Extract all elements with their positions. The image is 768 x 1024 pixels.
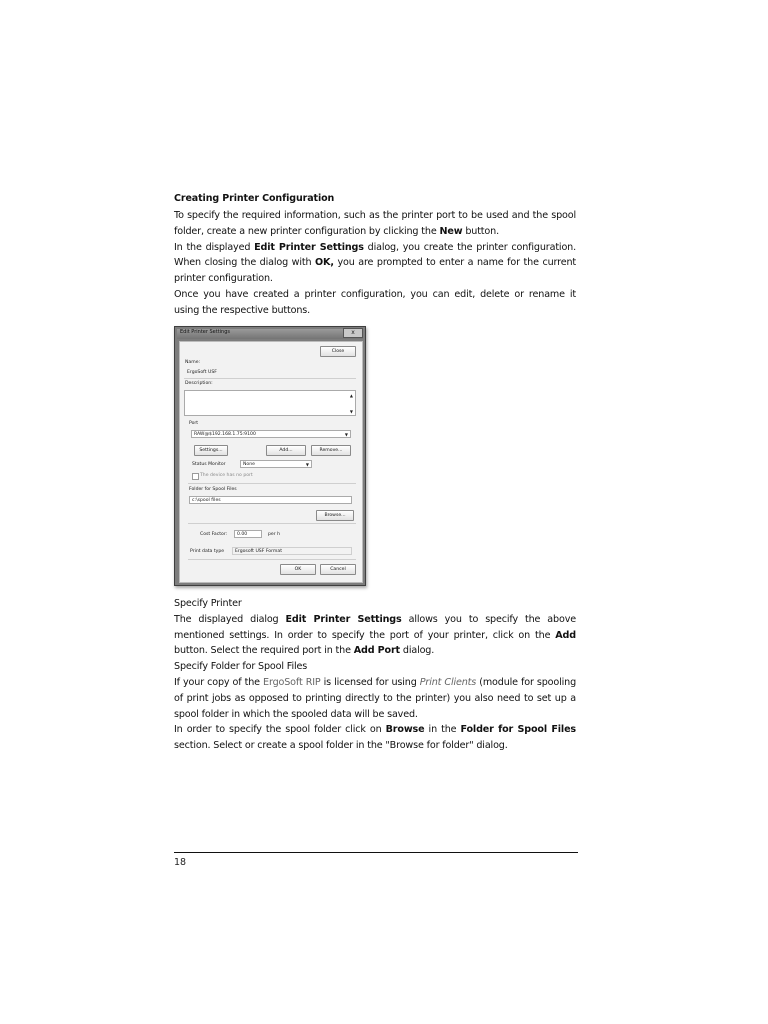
ok-button[interactable]: OK — [280, 564, 316, 575]
port-value: RAW@$192.168.1.75:9100 — [194, 432, 256, 437]
close-x-icon[interactable]: x — [343, 328, 363, 338]
dialog-body — [179, 341, 363, 583]
bold-add: Add — [555, 629, 576, 641]
print-clients-name: Print Clients — [419, 676, 477, 688]
page-number: 18 — [174, 857, 187, 868]
remove-button[interactable]: Remove... — [311, 445, 351, 456]
text-run: you are prompted to enter a name for the current printer configuration. — [174, 257, 576, 285]
text-run: If your copy of the — [174, 676, 264, 688]
no-port-checkbox[interactable] — [192, 473, 199, 480]
text-run: allows you to specify the above mentioned settings. In order to specify the port of your printer, click on the — [174, 613, 576, 641]
bold-ok: OK, — [315, 257, 334, 269]
text-run: dialog. — [399, 645, 435, 657]
cost-factor-label: Cost Factor: — [200, 532, 228, 537]
divider — [188, 483, 356, 484]
browse-paragraph — [174, 722, 576, 754]
description-field[interactable] — [184, 390, 356, 416]
text-run: in the — [424, 724, 461, 736]
footer-rule — [174, 852, 578, 853]
scroll-down-icon[interactable]: ▼ — [349, 409, 353, 414]
divider — [188, 559, 356, 560]
dialog-title-bar — [177, 329, 363, 339]
print-data-type-value: Ergosoft USF Format — [232, 547, 352, 555]
ergosoft-rip-name: ErgoSoft RIP — [263, 676, 321, 688]
cancel-button[interactable]: Cancel — [320, 564, 356, 575]
bold-edit-printer-settings: Edit Printer Settings — [285, 613, 402, 625]
text-run: section. Select or create a spool folder in the "Browse for folder" dialog. — [174, 740, 508, 752]
status-monitor-value: None — [243, 462, 255, 467]
spool-folder-field[interactable]: c:\spool files — [189, 496, 352, 504]
intro-paragraph-1 — [174, 208, 576, 240]
specify-folder-heading: Specify Folder for Spool Files — [174, 661, 308, 673]
chevron-down-icon: ▼ — [305, 462, 309, 467]
print-data-type-label: Print data type — [190, 549, 225, 554]
add-button[interactable]: Add... — [266, 445, 306, 456]
name-value: ErgoSoft USF — [187, 370, 217, 375]
no-port-label: The device has no port — [200, 473, 253, 478]
text-run: In the displayed — [174, 241, 255, 253]
scroll-up-icon[interactable]: ▲ — [349, 393, 353, 398]
description-label: Description: — [185, 381, 213, 386]
bold-edit-printer-settings: Edit Printer Settings — [254, 241, 364, 253]
text-run: To specify the required information, such as the printer port to be used and the spool folder, create a new printer configuration by clicking the — [174, 210, 576, 237]
bold-new: New — [439, 225, 463, 237]
divider — [188, 523, 356, 524]
text-run: dialog, you create the printer configuration. When closing the dialog with — [174, 241, 576, 269]
cost-factor-field[interactable]: 0.00 — [234, 530, 262, 538]
specify-printer-heading: Specify Printer — [174, 598, 242, 609]
settings-button[interactable]: Settings... — [194, 445, 228, 456]
text-run: (module for spooling of print jobs as opposed to printing directly to the printer) you also need to set up a spool folder in which the spooled data will be saved. — [174, 676, 577, 720]
text-run: button. — [462, 225, 499, 237]
bold-browse: Browse — [385, 724, 425, 736]
body-text — [174, 596, 576, 754]
divider — [184, 378, 356, 379]
text-run: In order to specify the spool folder click on — [174, 724, 386, 736]
intro-paragraph-2 — [174, 240, 576, 287]
spool-label: Folder for Spool Files — [189, 487, 237, 492]
browse-button[interactable]: Browse... — [316, 510, 354, 521]
specify-printer-paragraph — [174, 612, 576, 659]
close-button[interactable]: Close — [320, 346, 356, 357]
port-select[interactable] — [191, 430, 351, 438]
text-run: button. Select the required port in the — [174, 645, 354, 657]
status-monitor-select[interactable] — [240, 460, 312, 468]
intro-paragraph-3: Once you have created a printer configuration, you can edit, delete or rename it using the respective buttons. — [174, 288, 576, 316]
cost-unit: per h — [268, 532, 281, 537]
name-label: Name: — [185, 360, 201, 365]
section-heading: Creating Printer Configuration — [174, 193, 335, 204]
edit-printer-settings-dialog — [174, 326, 366, 586]
port-label: Port — [189, 421, 199, 426]
text-run: is licensed for using — [320, 676, 420, 688]
status-monitor-label: Status Monitor — [192, 462, 226, 467]
text-run: The displayed dialog — [174, 613, 286, 625]
specify-folder-paragraph — [174, 675, 576, 722]
bold-add-port: Add Port — [353, 645, 400, 657]
dialog-title: Edit Printer Settings — [180, 329, 231, 335]
intro-text — [174, 208, 576, 319]
bold-folder-for-spool-files: Folder for Spool Files — [460, 724, 576, 736]
chevron-down-icon: ▼ — [344, 432, 348, 437]
